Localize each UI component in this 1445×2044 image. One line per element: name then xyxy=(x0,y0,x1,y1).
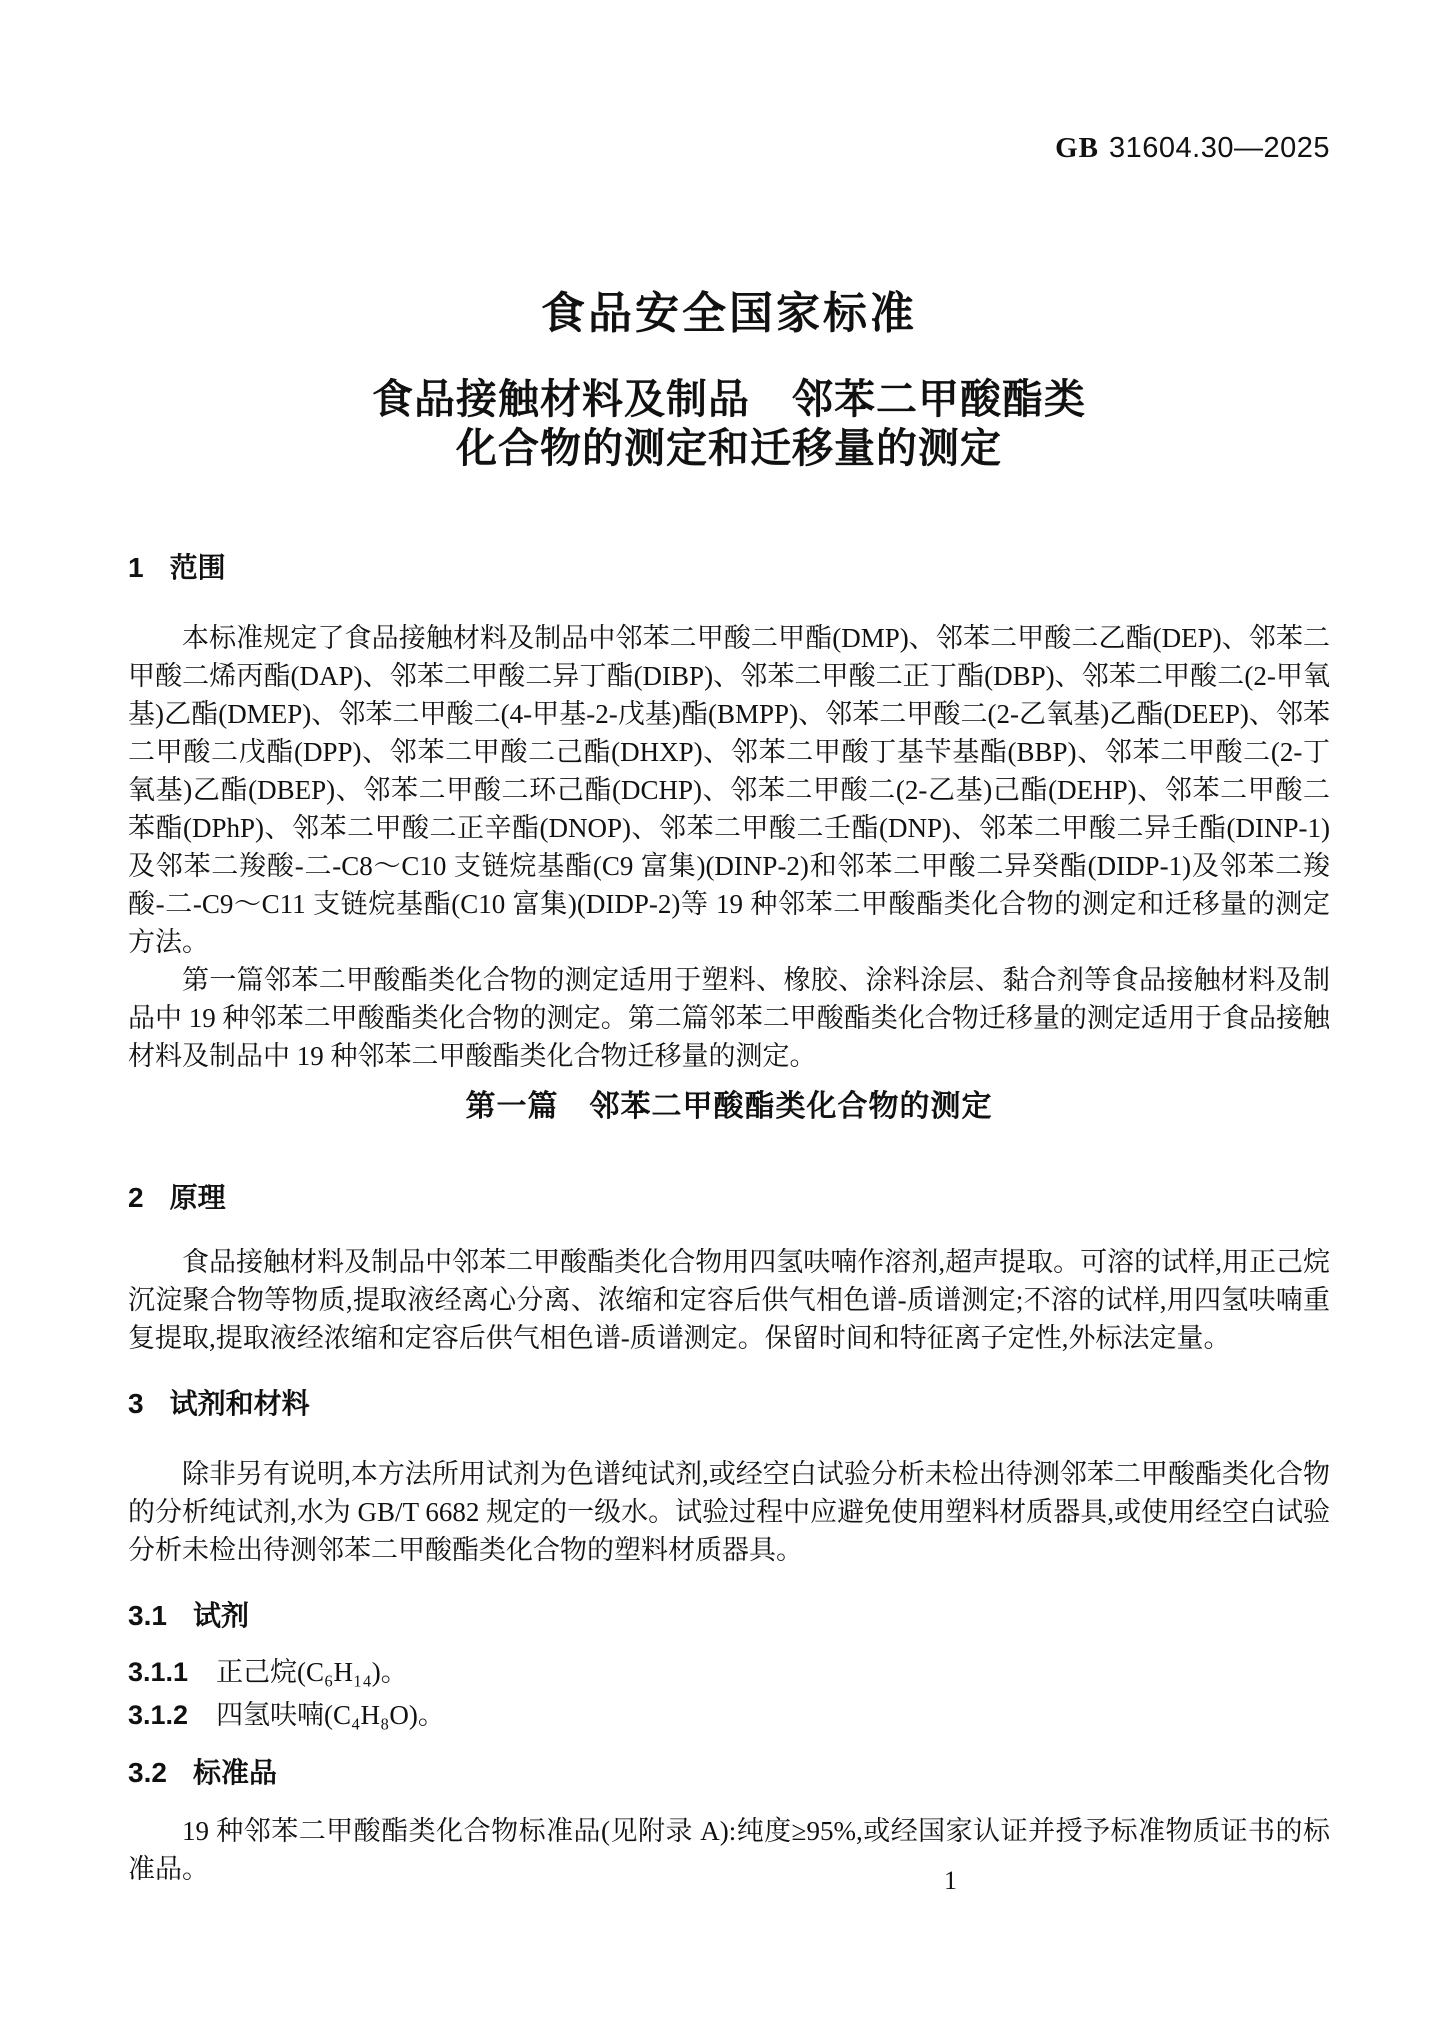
clause-number: 3.1.2 xyxy=(128,1700,189,1730)
standard-code xyxy=(128,133,1330,163)
section-title: 范围 xyxy=(169,552,226,583)
standard-code-prefix: GB xyxy=(1055,132,1100,164)
document-subtitle-line2: 化合物的测定和迁移量的测定 xyxy=(456,425,1002,471)
subsection-title: 标准品 xyxy=(192,1757,277,1788)
principle-paragraph: 食品接触材料及制品中邻苯二甲酸酯类化合物用四氢呋喃作溶剂,超声提取。可溶的试样,用正己烷沉淀聚合物等物质,提取液经离心分离、浓缩和定容后供气相色谱-质谱测定;不溶的试样,用四氢呋喃重复提取,提取液经浓缩和定容后供气相色谱-质谱测定。保留时间和特征离子定性,外标法定量。 xyxy=(128,1247,1330,1353)
document-subtitle-line1: 食品接触材料及制品 邻苯二甲酸酯类 xyxy=(372,376,1086,422)
scope-paragraph-2: 第一篇邻苯二甲酸酯类化合物的测定适用于塑料、橡胶、涂料涂层、黏合剂等食品接触材料及制品中 19 种邻苯二甲酸酯类化合物的测定。第二篇邻苯二甲酸酯类化合物迁移量的测定适用于食品接触材料及制品中 19 种邻苯二甲酸酯类化合物迁移量的测定。 xyxy=(128,965,1330,1071)
section-heading-principle xyxy=(128,1181,1330,1215)
subsection-number: 3.1 xyxy=(128,1600,167,1631)
standard-code-number: 31604.30—2025 xyxy=(1109,132,1330,164)
part1-heading: 第一篇 邻苯二甲酸酯类化合物的测定 xyxy=(465,1090,993,1123)
section-heading-scope xyxy=(128,551,1330,585)
subsection-title: 试剂 xyxy=(192,1600,249,1631)
scope-paragraph-1: 本标准规定了食品接触材料及制品中邻苯二甲酸二甲酯(DMP)、邻苯二甲酸二乙酯(DEP)、邻苯二甲酸二烯丙酯(DAP)、邻苯二甲酸二异丁酯(DIBP)、邻苯二甲酸二正丁酯(DBP)、邻苯二甲酸二(2-甲氧基)乙酯(DMEP)、邻苯二甲酸二(4-甲基-2-戊基)酯(BMPP)、邻苯二甲酸二(2-乙氧基)乙酯(DEEP)、邻苯二甲酸二戊酯(DPP)、邻苯二甲酸二己酯(DHXP)、邻苯二甲酸丁基苄基酯(BBP)、邻苯二甲酸二(2-丁氧基)乙酯(DBEP)、邻苯二甲酸二环己酯(DCHP)、邻苯二甲酸二(2-乙基)己酯(DEHP)、邻苯二甲酸二苯酯(DPhP)、邻苯二甲酸二正辛酯(DNOP)、邻苯二甲酸二壬酯(DNP)、邻苯二甲酸二异壬酯(DINP-1)及邻苯二羧酸-二-C8～C10 支链烷基酯(C9 富集)(DINP-2)和邻苯二甲酸二异癸酯(DIDP-1)及邻苯二羧酸-二-C9～C11 支链烷基酯(C10 富集)(DIDP-2)等 19 种邻苯二甲酸酯类化合物的测定和迁移量的测定方法。 xyxy=(128,623,1330,957)
subsection-heading-3-2 xyxy=(128,1756,1330,1790)
section-heading-reagents xyxy=(128,1387,1330,1421)
section-title: 试剂和材料 xyxy=(169,1388,310,1419)
clause-text: 正己烷(C₆H₁₄)。 xyxy=(216,1657,408,1687)
section-number: 1 xyxy=(128,552,144,583)
section-number: 3 xyxy=(128,1388,144,1419)
page-number: 1 xyxy=(944,1866,957,1895)
document-title: 食品安全国家标准 xyxy=(541,289,917,338)
clause-3-1-2 xyxy=(128,1696,1330,1734)
subsection-number: 3.2 xyxy=(128,1757,167,1788)
section-number: 2 xyxy=(128,1182,144,1213)
subsection-heading-3-1 xyxy=(128,1599,1330,1633)
clause-3-1-1 xyxy=(128,1653,1330,1691)
document-subtitle xyxy=(128,375,1330,473)
section-title: 原理 xyxy=(169,1182,226,1213)
clause-number: 3.1.1 xyxy=(128,1657,189,1687)
standards-paragraph: 19 种邻苯二甲酸酯类化合物标准品(见附录 A):纯度≥95%,或经国家认证并授予标准物质证书的标准品。 xyxy=(128,1816,1330,1884)
reagents-intro-paragraph: 除非另有说明,本方法所用试剂为色谱纯试剂,或经空白试验分析未检出待测邻苯二甲酸酯类化合物的分析纯试剂,水为 GB/T 6682 规定的一级水。试验过程中应避免使用塑料材质器具,或使用经空白试验分析未检出待测邻苯二甲酸酯类化合物的塑料材质器具。 xyxy=(128,1459,1330,1565)
clause-text: 四氢呋喃(C₄H₈O)。 xyxy=(216,1700,445,1730)
